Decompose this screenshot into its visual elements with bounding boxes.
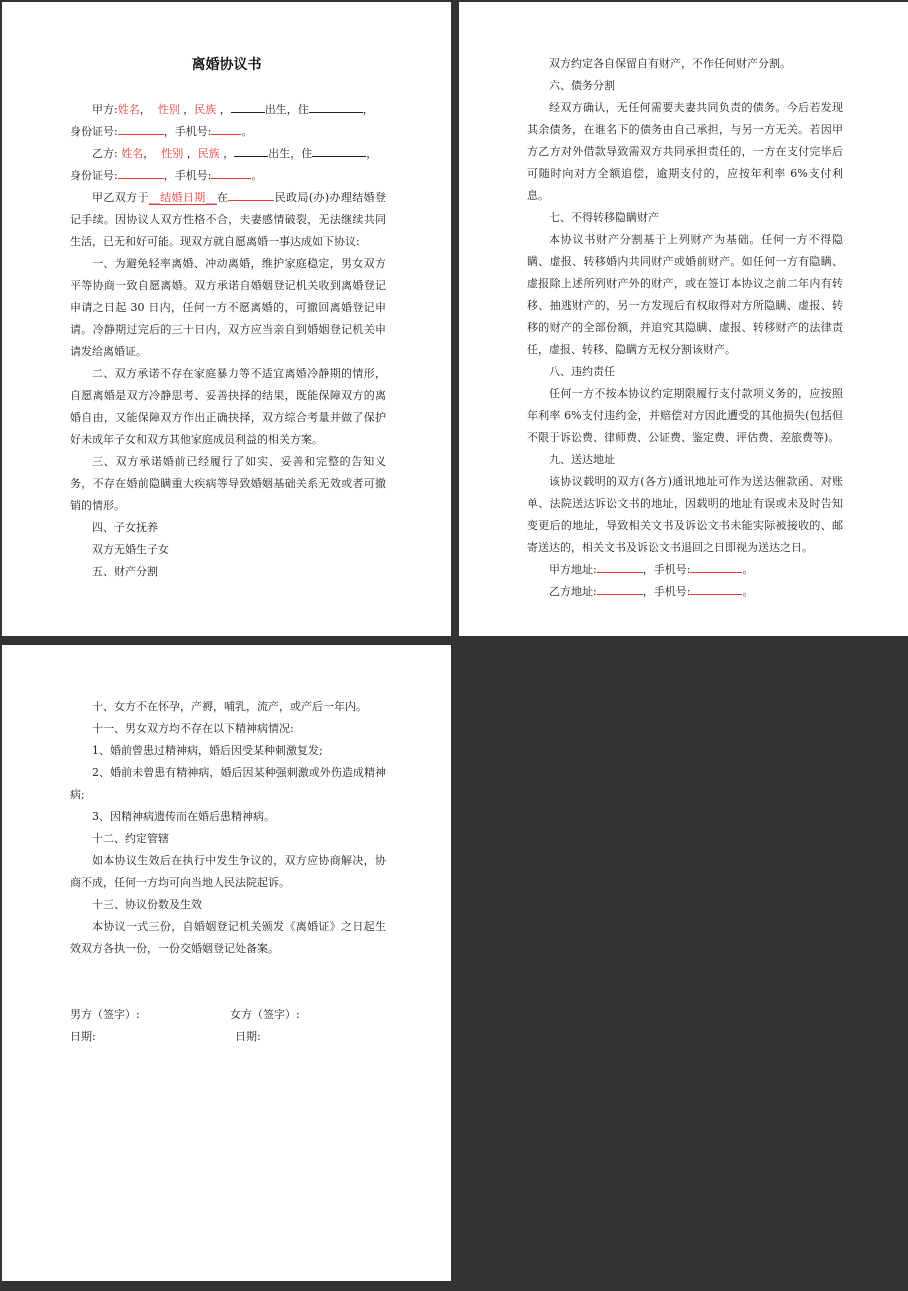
page-3-content: [70, 696, 386, 1048]
clause-13-heading: 十三、协议份数及生效: [92, 898, 202, 911]
clause-6-heading: 六、债务分割: [549, 79, 615, 92]
intro-paragraph: 甲乙双方于__结婚日期__在 民政局(办)办理结婚登记手续。因协议人双方性格不合，夫妻感情破裂，无法继续共同生活，已无和好可能。现双方就自愿离婚一事达成如下协议:: [70, 187, 386, 253]
clause-7-heading: 七、不得转移隐瞒财产: [549, 211, 659, 224]
party-b-address-line: 乙方地址: ，手机号: 。: [527, 581, 843, 603]
document-page-3: [2, 645, 451, 1281]
male-signature-label: 男方（签字）:: [70, 1008, 140, 1021]
document-title: 离婚协议书: [191, 57, 262, 73]
clause-8-body: 任何一方不按本协议约定期限履行支付款项义务的，应按照年利率 6%支付违约金，并赔偿对方因此遭受的其他损失(包括但不限于诉讼费、律师费、公证费、鉴定费、评估费、差旅费等)。: [527, 387, 843, 444]
clause-12-body: 如本协议生效后在执行中发生争议的，双方应协商解决，协商不成，任何一方均可向当地人民法院起诉。: [70, 854, 386, 889]
page-2-content: [527, 53, 843, 603]
clause-12-heading: 十二、约定管辖: [92, 832, 169, 845]
party-a-ethnicity: 民族: [194, 103, 217, 116]
female-signature-label: 女方（签字）:: [230, 1008, 300, 1021]
party-a-name: 姓名: [117, 103, 140, 116]
signature-row: [70, 1004, 386, 1026]
clause-5-body: 双方约定各自保留自有财产，不作任何财产分割。: [549, 57, 791, 70]
clause-11-item-3: 3、因精神病遗传而在婚后患精神病。: [92, 810, 275, 823]
clause-9-body: 该协议载明的双方(各方)通讯地址可作为送达催款函、对账单、法院送达诉讼文书的地址，因载明的地址有误或未及时告知变更后的地址，导致相关文书及诉讼文书未能实际被接收的、邮寄送达的，相关文书及诉讼文书退回之日即视为送达之日。: [527, 475, 843, 554]
clause-7-body: 本协议书财产分割基于上列财产为基础。任何一方不得隐瞒、虚报、转移婚内共同财产或婚前财产。如任何一方有隐瞒、虚报除上述所列财产外的财产，或在签订本协议之前二年内有转移、抽逃财产的，另一方发现后有权取得对方所隐瞒、虚报、转移的财产的全部份额，并追究其隐瞒、虚报、转移财产的法律责任，虚报、转移、隐瞒方无权分割该财产。: [527, 233, 843, 356]
clause-1: 一、为避免轻率离婚、冲动离婚，维护家庭稳定，男女双方平等协商一致自愿离婚。双方承诺自婚姻登记机关收到离婚登记申请之日起 30 日内，任何一方不愿离婚的，可撤回离婚登记申请。冷静期过完后的三十日内，双方应当亲自到婚姻登记机关申请发给离婚证。: [70, 257, 386, 358]
male-date-label: 日期:: [70, 1030, 96, 1043]
female-date-label: 日期:: [235, 1030, 261, 1043]
party-b-line: 乙方: 姓名， 性别 ，民族 ， 出生，住 ，: [70, 143, 386, 165]
clause-4-heading: 四、子女抚养: [92, 521, 158, 534]
clause-5-heading: 五、财产分割: [92, 565, 158, 578]
clause-10: 十、女方不在怀孕，产褥，哺乳，流产，或产后一年内。: [92, 700, 367, 713]
party-a-line: 甲方:姓名， 性别 ，民族 ， 出生，住 ，: [70, 99, 386, 121]
document-page-1: [2, 2, 451, 636]
party-b-name: 姓名: [121, 147, 144, 160]
document-page-2: [459, 2, 908, 636]
clause-11-item-1: 1、婚前曾患过精神病，婚后因受某种刺激复发;: [92, 744, 323, 757]
party-a-address-line: 甲方地址: ，手机号: 。: [527, 559, 843, 581]
clause-2: 二、双方承诺不存在家庭暴力等不适宜离婚冷静期的情形，自愿离婚是双方冷静思考、妥善抉择的结果，既能保障双方的离婚自由，又能保障双方作出正确抉择，双方综合考量并做了保护好未成年子女和双方其他家庭成员利益的相关方案。: [70, 367, 386, 446]
party-a-gender: 性别: [157, 103, 180, 116]
clause-3: 三、双方承诺婚前已经履行了如实、妥善和完整的告知义务，不存在婚前隐瞒重大疾病等导致婚姻基础关系无效或者可撤销的情形。: [70, 455, 386, 512]
clause-8-heading: 八、违约责任: [549, 365, 615, 378]
clause-11-heading: 十一、男女双方均不存在以下精神病情况:: [92, 722, 294, 735]
party-b-ethnicity: 民族: [197, 147, 220, 160]
clause-13-body: 本协议一式三份，自婚姻登记机关颁发《离婚证》之日起生效双方各执一份，一份交婚姻登记处备案。: [70, 920, 386, 955]
party-b-gender: 性别: [161, 147, 184, 160]
page-1-content: [70, 99, 386, 583]
date-row: [70, 1026, 386, 1048]
clause-11-item-2: 2、婚前未曾患有精神病，婚后因某种强刺激或外伤造成精神病;: [70, 766, 386, 801]
clause-6-body: 经双方确认，无任何需要夫妻共同负责的债务。今后若发现其余债务，在谁名下的债务由自己承担，与另一方无关。若因甲方乙方对外借款导致需双方共同承担责任的，一方在支付完毕后可随时向对方全额追偿，逾期支付的，应按年利率 6%支付利息。: [527, 101, 843, 202]
party-b-id-line: 身份证号: ，手机号: 。: [70, 165, 386, 187]
party-a-id-line: 身份证号: ，手机号: 。: [70, 121, 386, 143]
clause-9-heading: 九、送达地址: [549, 453, 615, 466]
marriage-date-placeholder: __结婚日期__: [148, 191, 217, 204]
clause-4-body: 双方无婚生子女: [92, 543, 169, 556]
